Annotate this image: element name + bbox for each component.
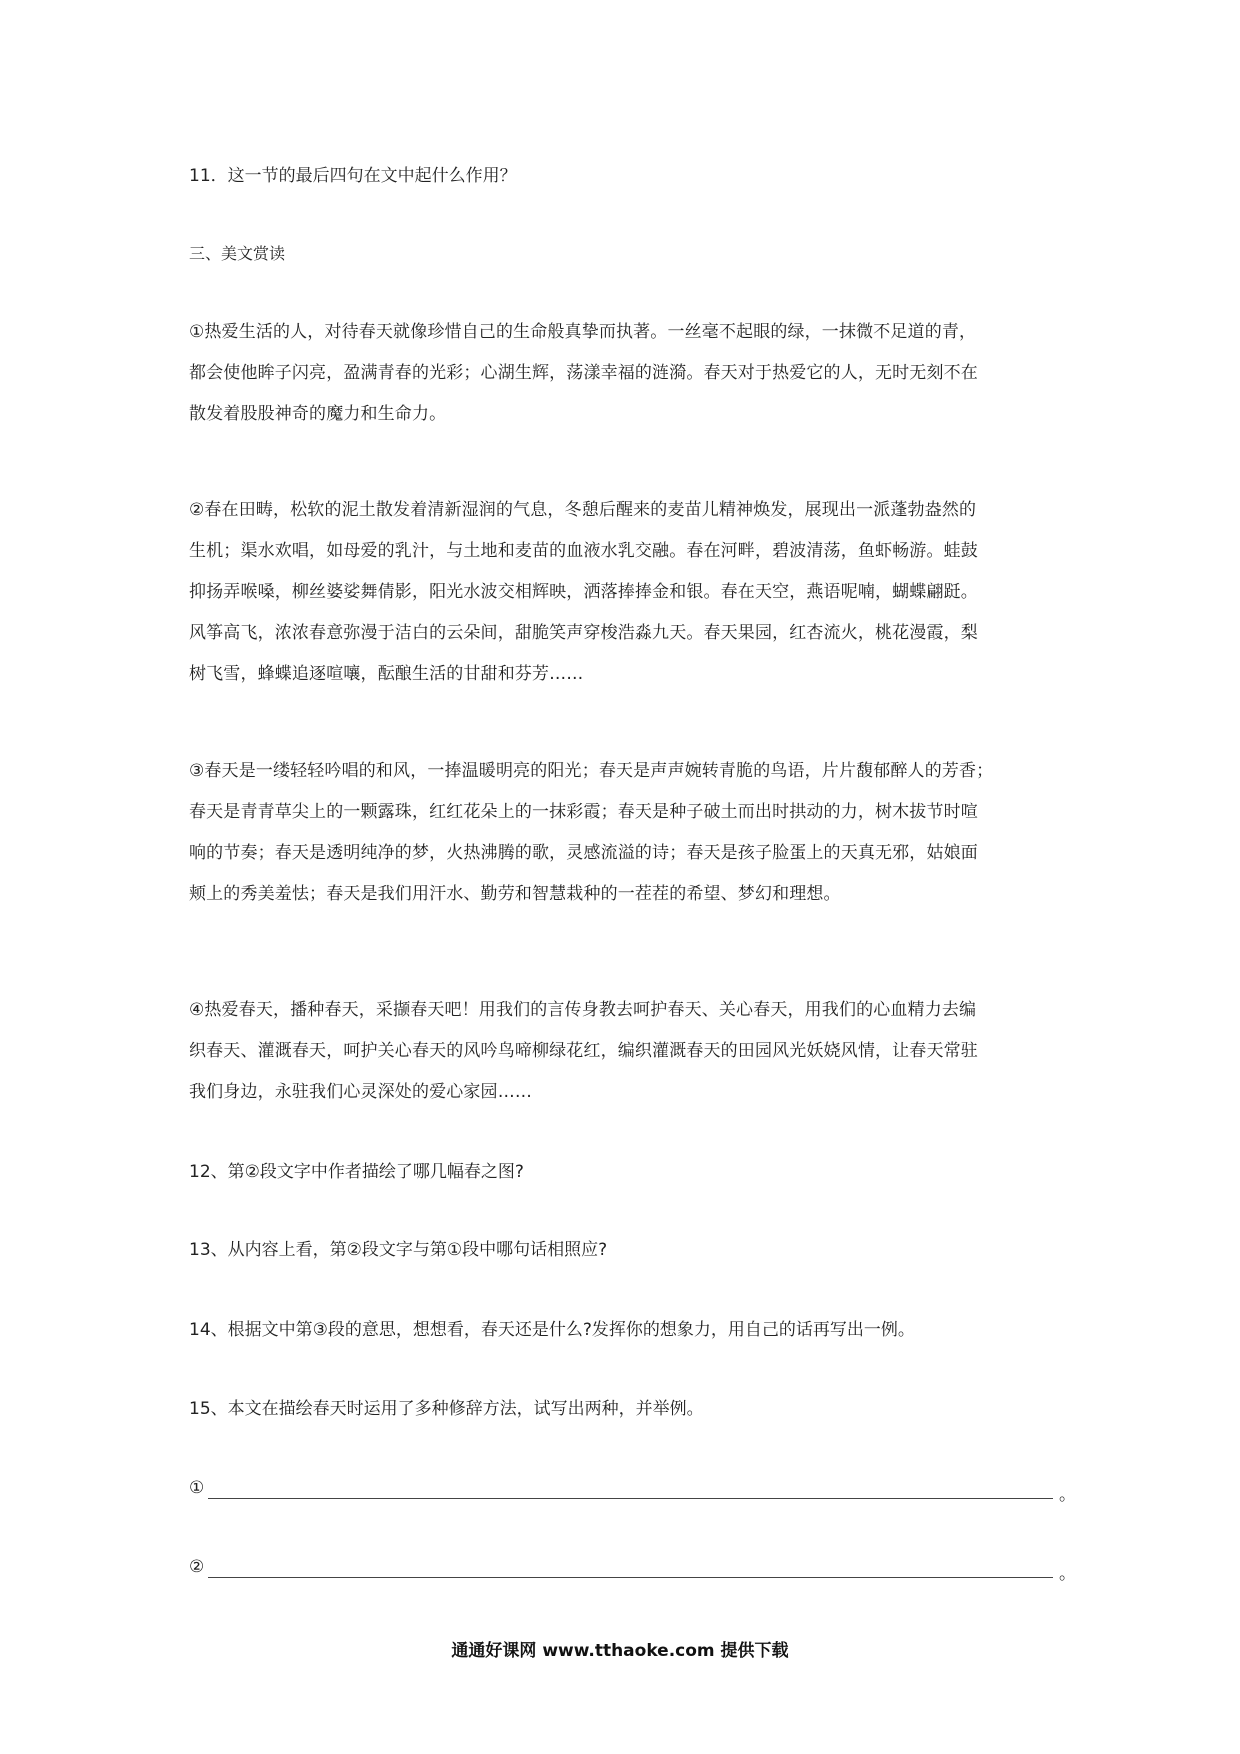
question-12: 12、第②段文字中作者描绘了哪几幅春之图?	[189, 1162, 524, 1182]
answer-number: ②	[189, 1557, 205, 1577]
section-title: 三、美文赏读	[189, 244, 286, 263]
passage-paragraph-1	[189, 312, 1059, 435]
text-line: 春天是青青草尖上的一颗露珠，红红花朵上的一抹彩霞；春天是种子破土而出时拱动的力，树木拔节时喧	[189, 802, 978, 822]
question-15: 15、本文在描绘春天时运用了多种修辞方法，试写出两种，并举例。	[189, 1399, 704, 1419]
text-line: 颊上的秀美羞怯；春天是我们用汗水、勤劳和智慧栽种的一茬茬的希望、梦幻和理想。	[189, 884, 841, 904]
text-line: ③春天是一缕轻轻吟唱的和风，一捧温暖明亮的阳光；春天是声声婉转青脆的鸟语，片片馥郁醉人的芳香；	[189, 761, 994, 781]
text-line: 树飞雪，蜂蝶追逐喧嚷，酝酿生活的甘甜和芬芳……	[189, 664, 584, 684]
text-line: ④热爱春天，播种春天，采撷春天吧！用我们的言传身教去呵护春天、关心春天，用我们的心血精力去编	[189, 1000, 977, 1020]
passage-paragraph-3	[189, 751, 1059, 915]
answer-number: ①	[189, 1478, 205, 1498]
text-line: 我们身边，永驻我们心灵深处的爱心家园……	[189, 1082, 532, 1102]
answer-period: 。	[1059, 1564, 1076, 1584]
text-line: 响的节奏；春天是透明纯净的梦，火热沸腾的歌，灵感流溢的诗；春天是孩子脸蛋上的天真无邪，姑娘面	[189, 843, 978, 863]
answer-underline[interactable]	[208, 1498, 1053, 1499]
question-11: 11．这一节的最后四句在文中起什么作用？	[189, 166, 517, 186]
text-line: ②春在田畴，松软的泥土散发着清新湿润的气息，冬憩后醒来的麦苗儿精神焕发，展现出一派蓬勃盎然的	[189, 500, 977, 520]
question-13: 13、从内容上看，第②段文字与第①段中哪句话相照应?	[189, 1240, 608, 1260]
question-14: 14、根据文中第③段的意思，想想看，春天还是什么?发挥你的想象力，用自己的话再写出一例。	[189, 1320, 915, 1340]
text-line: ①热爱生活的人，对待春天就像珍惜自己的生命般真挚而执著。一丝毫不起眼的绿，一抹微不足道的青，	[189, 322, 977, 342]
passage-paragraph-2	[189, 490, 1059, 695]
passage-paragraph-4	[189, 990, 1059, 1113]
text-line: 风筝高飞，浓浓春意弥漫于洁白的云朵间，甜脆笑声穿梭浩淼九天。春天果园，红杏流火，桃花漫霞，梨	[189, 623, 978, 643]
footer-credit: 通通好课网 www.tthaoke.com 提供下载	[451, 1641, 789, 1661]
answer-underline[interactable]	[208, 1577, 1053, 1578]
text-line: 生机；渠水欢唱，如母爱的乳汁，与土地和麦苗的血液水乳交融。春在河畔，碧波清荡，鱼虾畅游。蛙鼓	[189, 541, 978, 561]
answer-line-2[interactable]	[189, 1555, 1076, 1585]
answer-line-1[interactable]	[189, 1476, 1076, 1506]
text-line: 散发着股股神奇的魔力和生命力。	[189, 404, 447, 424]
text-line: 抑扬弄喉嗓，柳丝婆娑舞倩影，阳光水波交相辉映，洒落捧捧金和银。春在天空，燕语呢喃，蝴蝶翩跹。	[189, 582, 978, 602]
answer-period: 。	[1059, 1485, 1076, 1505]
text-line: 织春天、灌溉春天，呵护关心春天的风吟鸟啼柳绿花红，编织灌溉春天的田园风光妖娆风情，让春天常驻	[189, 1041, 978, 1061]
text-line: 都会使他眸子闪亮，盈满青春的光彩；心湖生辉，荡漾幸福的涟漪。春天对于热爱它的人，无时无刻不在	[189, 363, 978, 383]
